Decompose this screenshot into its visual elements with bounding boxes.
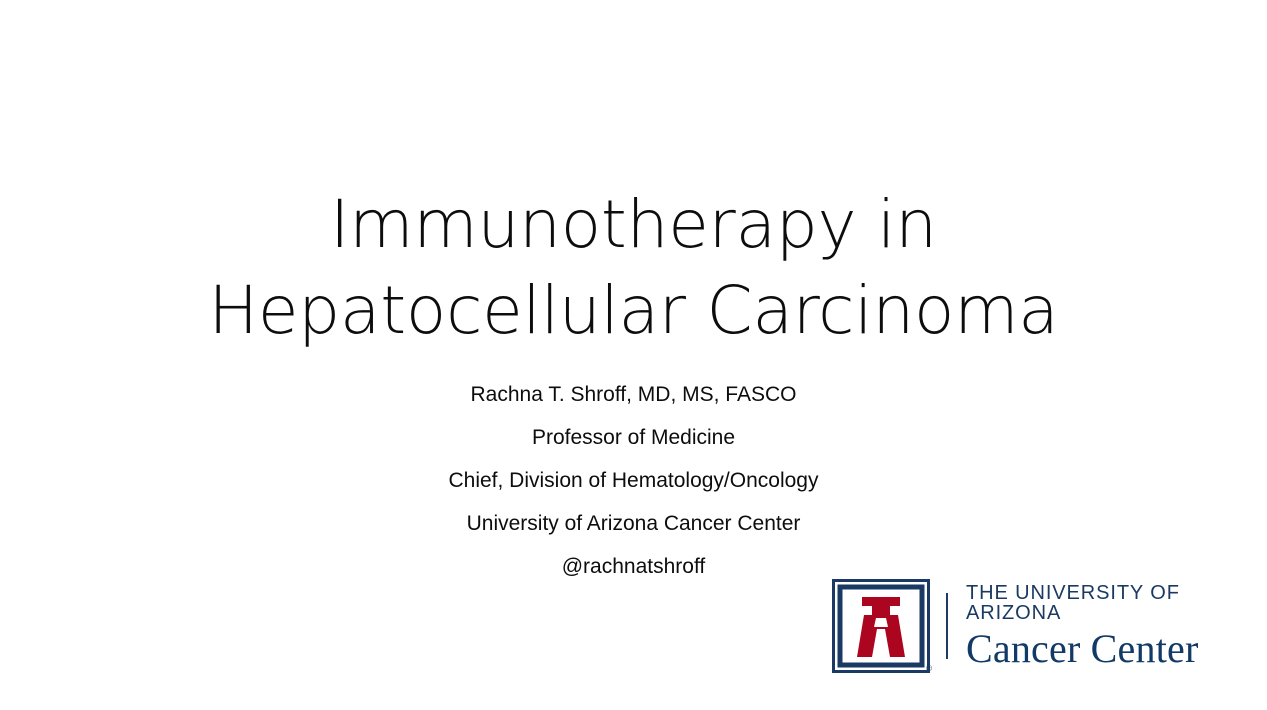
presenter-name: Rachna T. Shroff, MD, MS, FASCO [470, 383, 797, 406]
presenter-title: Professor of Medicine [531, 426, 736, 449]
slide-subtitle [0, 373, 1267, 588]
logo-wordmark [966, 583, 1250, 669]
registered-trademark-symbol: ® [926, 664, 932, 673]
presenter-institution: University of Arizona Cancer Center [466, 512, 801, 535]
logo-cancer-center-text: Cancer Center [966, 626, 1199, 671]
slide-title [0, 182, 1267, 354]
arizona-a-icon [832, 579, 930, 673]
presenter-role: Chief, Division of Hematology/Oncology [448, 469, 819, 492]
university-of-arizona-cancer-center-logo [832, 578, 1250, 674]
title-line-2: Hepatocellular Carcinoma [208, 272, 1059, 349]
logo-divider [946, 593, 948, 659]
title-line-1: Immunotherapy in [330, 186, 937, 263]
logo-university-text: THE UNIVERSITY OF ARIZONA [966, 582, 1180, 624]
presenter-social-handle: @rachnatshroff [561, 555, 706, 578]
